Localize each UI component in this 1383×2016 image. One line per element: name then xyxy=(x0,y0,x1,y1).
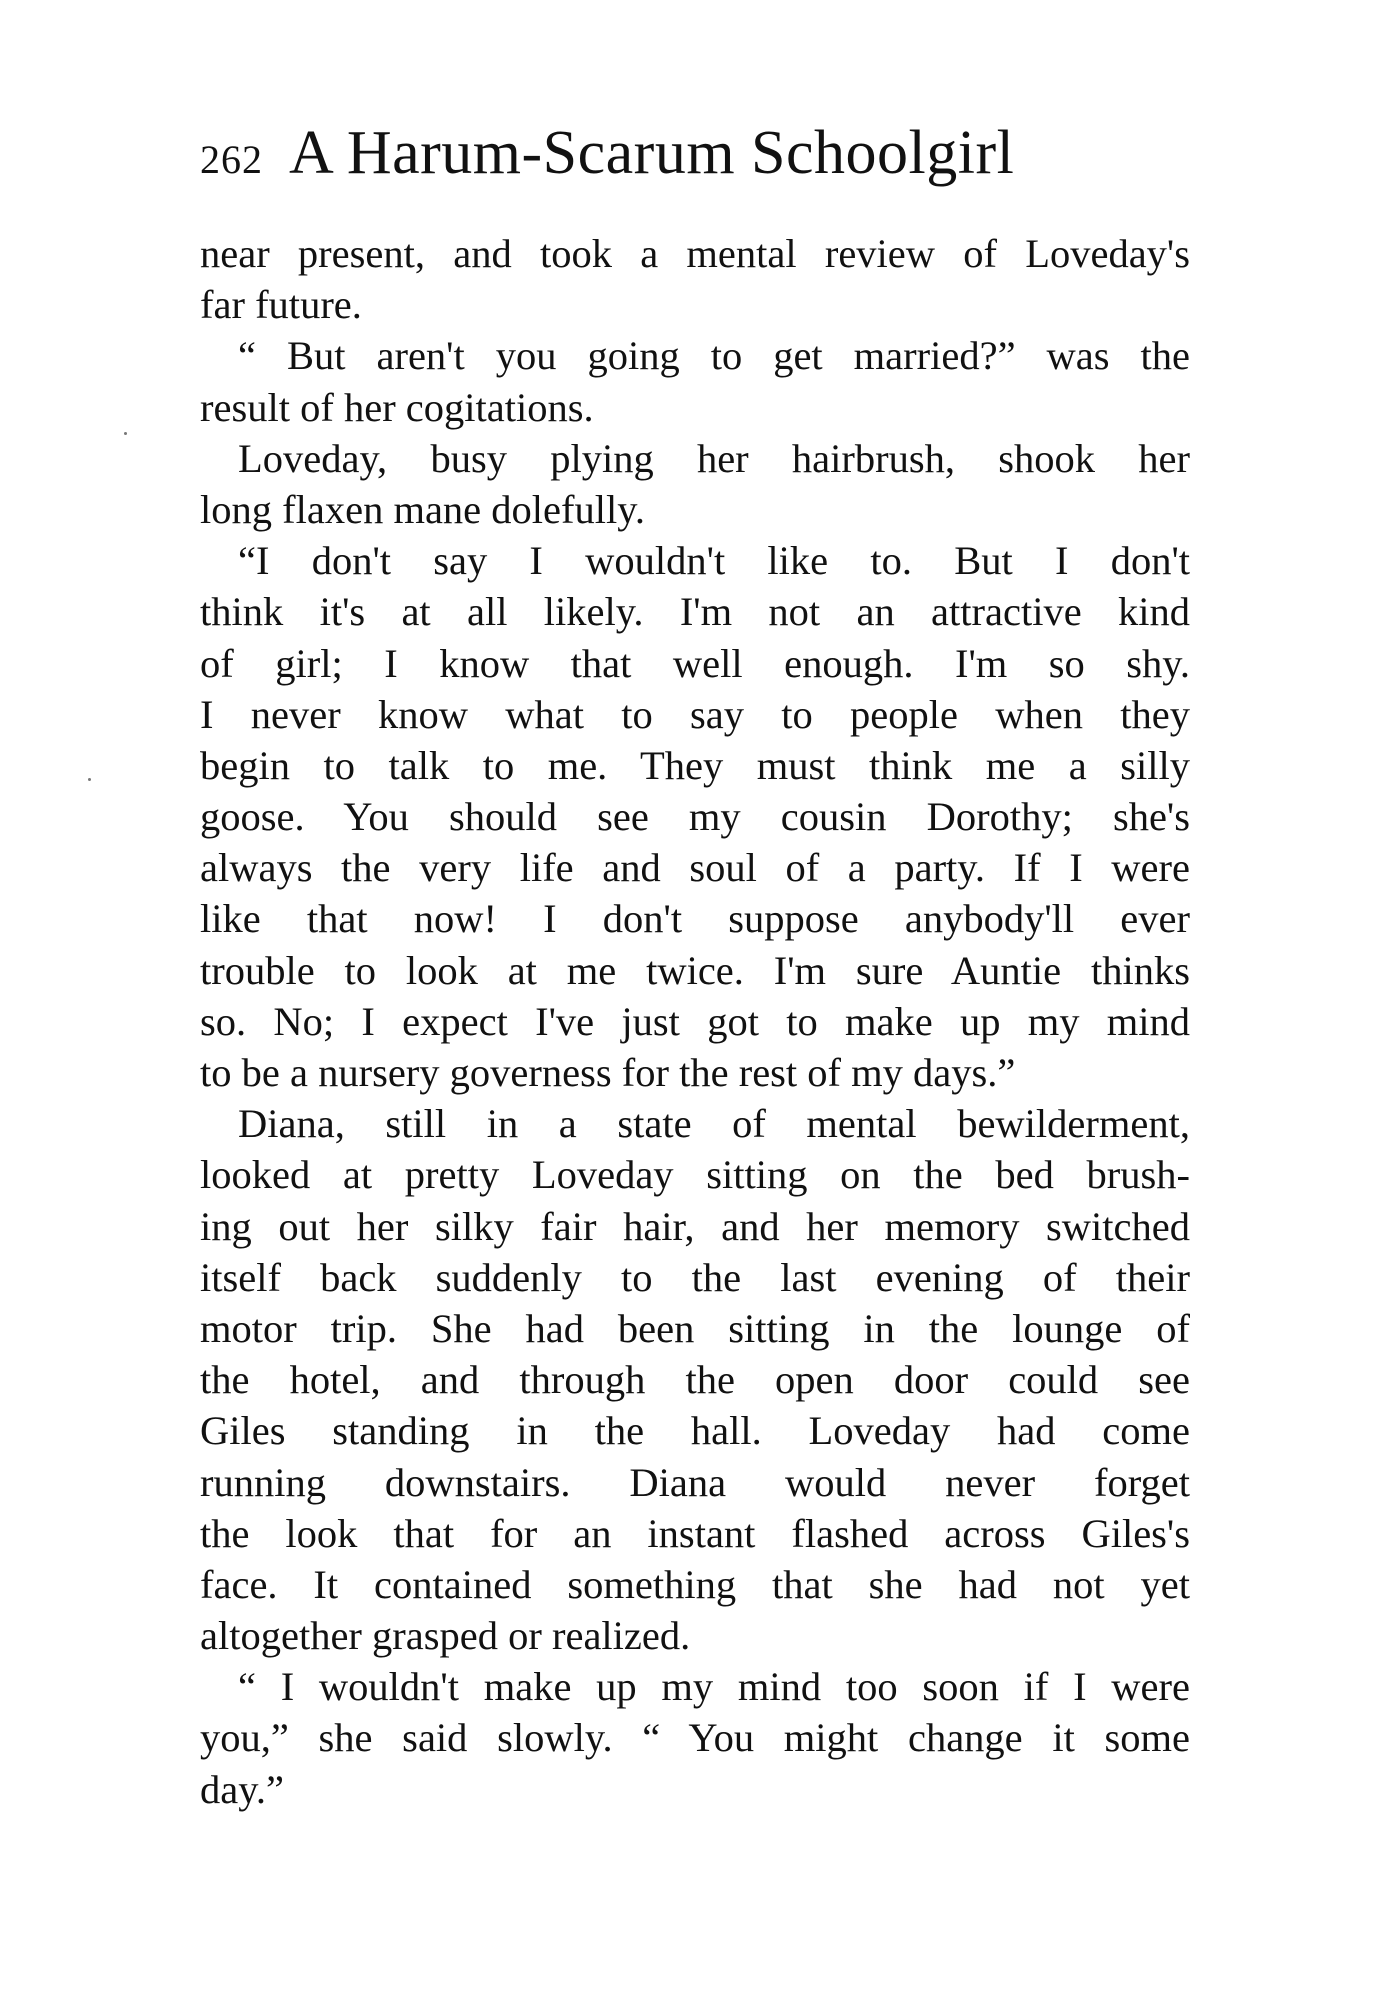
text-line: to be a nursery governess for the rest of my days.” xyxy=(200,1050,1016,1095)
text-line: goose. You should see my cousin Dorothy; she's xyxy=(200,794,1190,840)
page-header xyxy=(200,118,1190,208)
text-line: Giles standing in the hall. Loveday had come xyxy=(200,1408,1190,1454)
text-line: looked at pretty Loveday sitting on the bed brush- xyxy=(200,1152,1190,1198)
text-line: “ I wouldn't make up my mind too soon if I were xyxy=(238,1664,1190,1710)
text-line: Loveday, busy plying her hairbrush, shook her xyxy=(238,435,1190,481)
text-line: think it's at all likely. I'm not an attractive kind xyxy=(200,589,1190,635)
text-line: near present, and took a mental review of Loveday's xyxy=(200,231,1190,276)
text-line: of girl; I know that well enough. I'm so shy. xyxy=(200,640,1190,686)
text-line: result of her cogitations. xyxy=(200,384,594,430)
text-line: I never know what to say to people when they xyxy=(200,691,1190,737)
text-line: long flaxen mane dolefully. xyxy=(200,486,645,532)
text-line: so. No; I expect I've just got to make up my mind xyxy=(200,998,1190,1044)
text-line: the look that for an instant flashed across Giles's xyxy=(200,1510,1190,1556)
text-line: always the very life and soul of a party. If I were xyxy=(200,845,1190,891)
text-line: face. It contained something that she had not yet xyxy=(200,1561,1190,1607)
text-line: like that now! I don't suppose anybody'll ever xyxy=(200,896,1190,942)
text-line: the hotel, and through the open door could see xyxy=(200,1357,1190,1403)
page-number: 262 xyxy=(200,137,263,182)
text-line: begin to talk to me. They must think me a silly xyxy=(200,742,1190,788)
text-line: Diana, still in a state of mental bewilderment, xyxy=(238,1101,1190,1147)
text-line: itself back suddenly to the last evening of their xyxy=(200,1254,1190,1300)
running-title: A Harum-Scarum Schoolgirl xyxy=(289,119,1015,187)
text-line: day.” xyxy=(200,1766,284,1812)
text-line: trouble to look at me twice. I'm sure Auntie thinks xyxy=(200,947,1190,993)
text-line: altogether grasped or realized. xyxy=(200,1613,691,1659)
body-text xyxy=(200,228,1190,1815)
text-line: running downstairs. Diana would never forget xyxy=(200,1459,1190,1505)
text-line: ing out her silky fair hair, and her memory switched xyxy=(200,1203,1190,1249)
text-line: far future. xyxy=(200,282,362,328)
text-line: “ But aren't you going to get married?” was the xyxy=(238,333,1190,379)
text-line: you,” she said slowly. “ You might change it some xyxy=(200,1715,1190,1761)
text-line: motor trip. She had been sitting in the lounge of xyxy=(200,1305,1190,1351)
text-line: “I don't say I wouldn't like to. But I don't xyxy=(238,538,1190,584)
